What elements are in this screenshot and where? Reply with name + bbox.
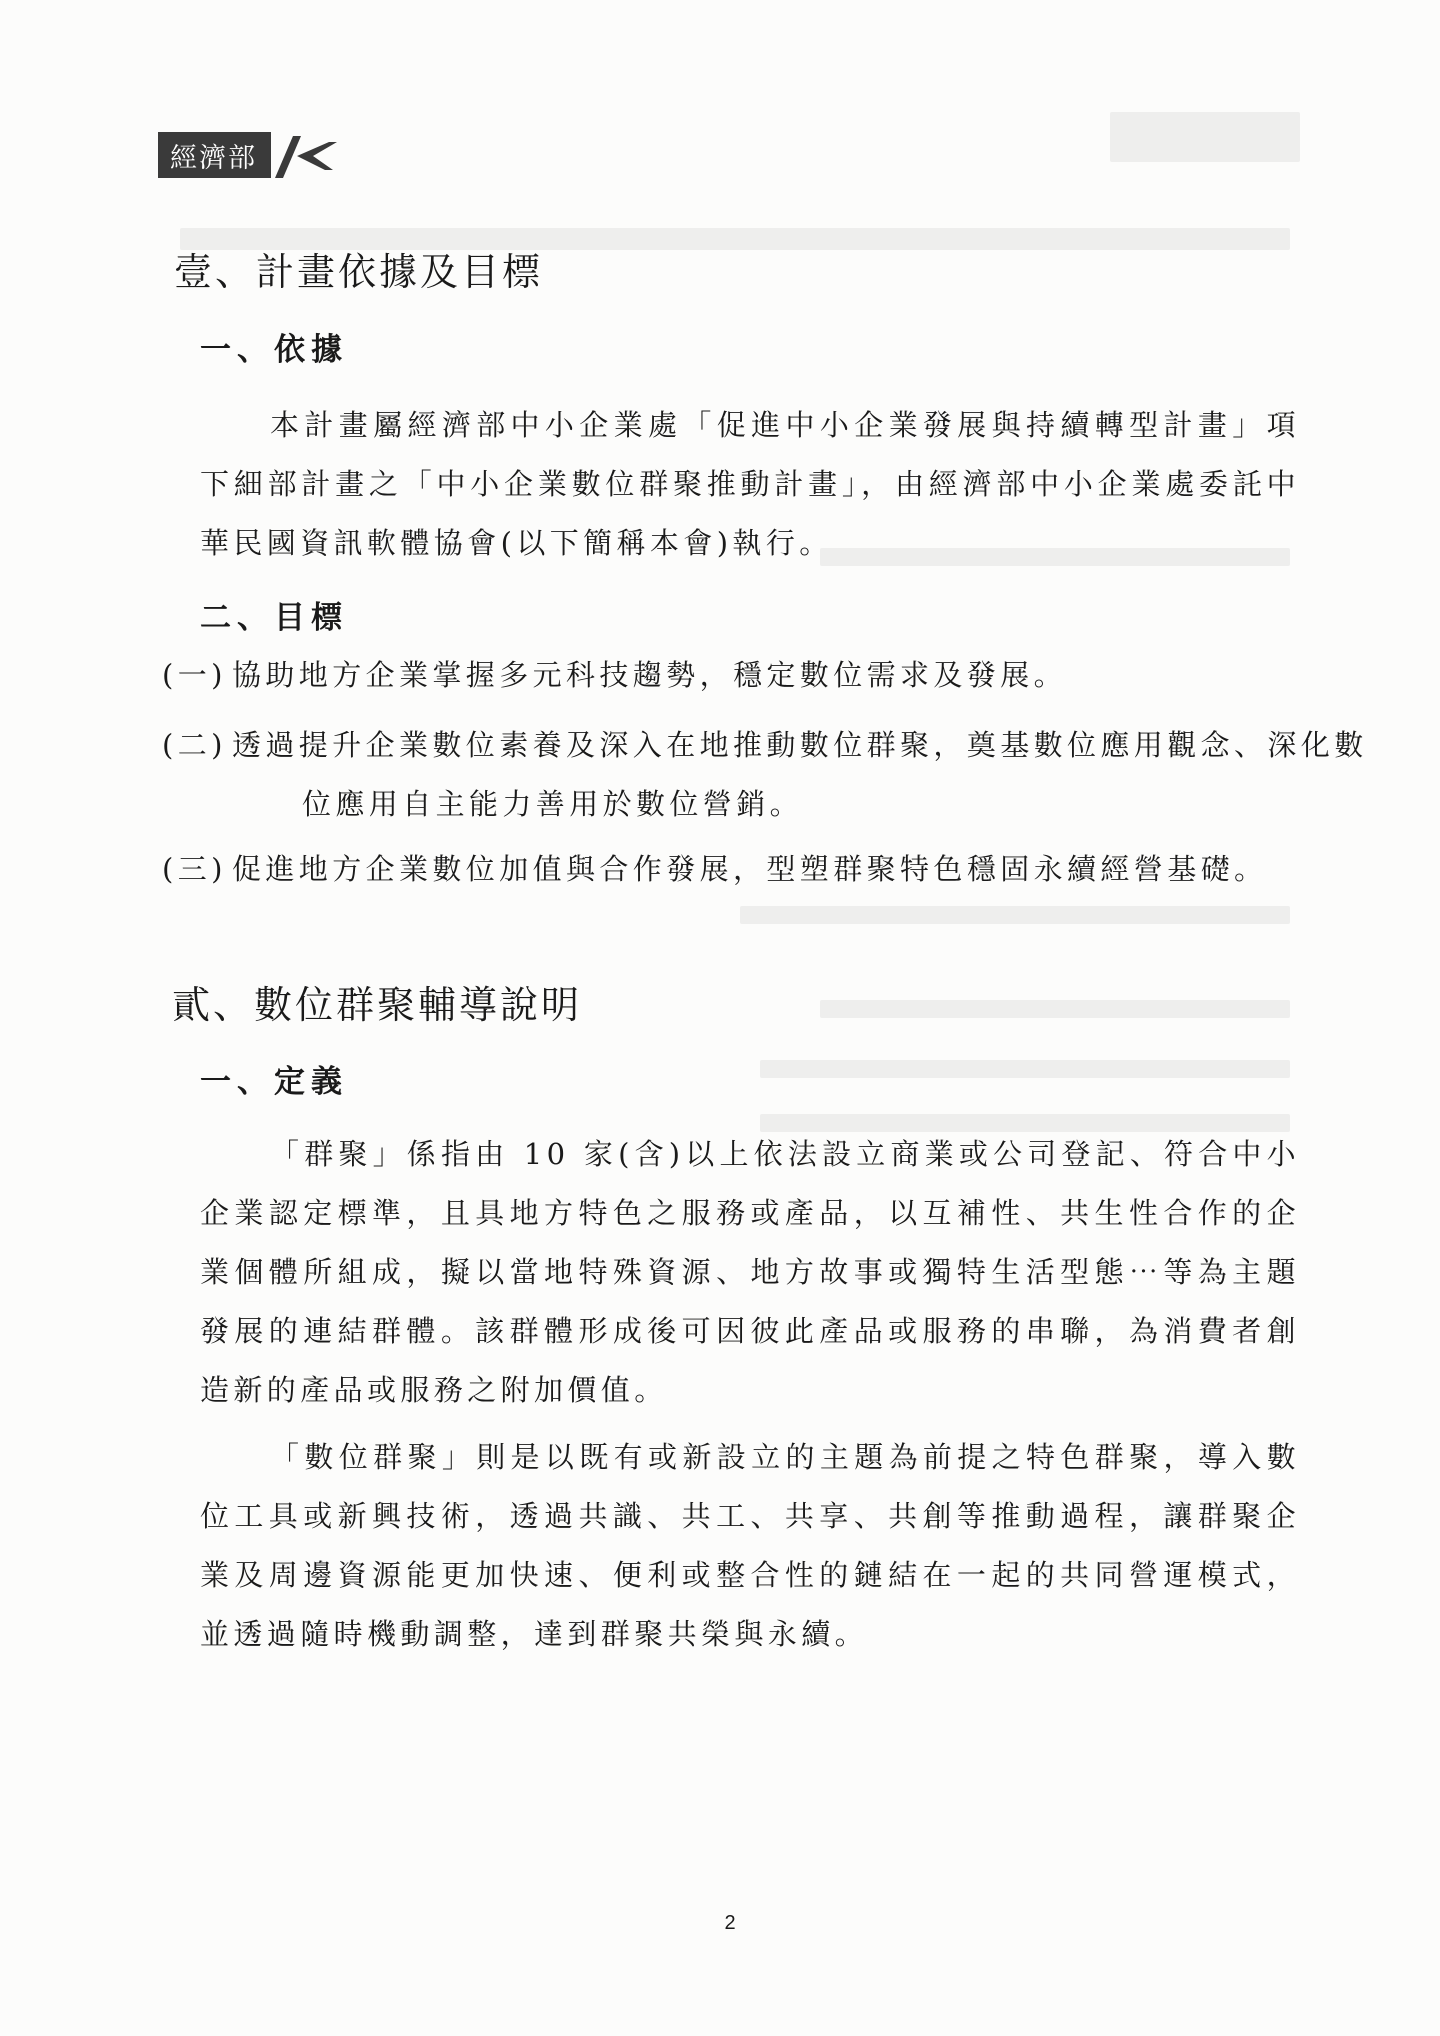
- ministry-logo-icon: [271, 132, 341, 178]
- subheading-goals: 二、目標: [200, 600, 348, 636]
- bleed-through-mark: [1110, 112, 1300, 162]
- goal-item-1: (一) 協助地方企業掌握多元科技趨勢，穩定數位需求及發展。: [162, 658, 1068, 692]
- page-number: 2: [724, 1912, 736, 1934]
- definition-paragraph-digital-cluster: 「數位群聚」則是以既有或新設立的主題為前提之特色群聚，導入數位工具或新興技術，透過共識、共工、共享、共創等推動過程，讓群聚企業及周邊資源能更加快速、便利或整合性的鏈結在一起的共同營運模式，並透過隨時機動調整，達到群聚共榮與永續。: [200, 1440, 1300, 1651]
- basis-paragraph: 本計畫屬經濟部中小企業處「促進中小企業發展與持續轉型計畫」項下細部計畫之「中小企業數位群聚推動計畫」，由經濟部中小企業處委託中華民國資訊軟體協會(以下簡稱本會)執行。: [200, 408, 1300, 560]
- goal-text: 協助地方企業掌握多元科技趨勢，穩定數位需求及發展。: [232, 658, 1068, 692]
- subheading-basis: 一、依據: [200, 332, 348, 368]
- bleed-through-mark: [740, 906, 1290, 924]
- section-heading-cluster-guidance: 貳、數位群聚輔導說明: [172, 983, 583, 1027]
- ministry-name-label: 經濟部: [158, 132, 271, 178]
- goal-text: 促進地方企業數位加值與合作發展，型塑群聚特色穩固永續經營基礎。: [232, 852, 1268, 886]
- definition-paragraph-cluster: 「群聚」係指由 10 家(含)以上依法設立商業或公司登記、符合中小企業認定標準，且具地方特色之服務或產品，以互補性、共生性合作的企業個體所組成，擬以當地特殊資源、地方故事或獨特生活型態⋯等為主題發展的連結群體。該群體形成後可因彼此產品或服務的串聯，為消費者創造新的產品或服務之附加價值。: [200, 1137, 1300, 1407]
- ministry-header-badge: [158, 132, 341, 178]
- goal-item-3: (三) 促進地方企業數位加值與合作發展，型塑群聚特色穩固永續經營基礎。: [162, 852, 1268, 886]
- bleed-through-mark: [820, 1000, 1290, 1018]
- section-heading-plan-basis: 壹、計畫依據及目標: [174, 250, 544, 294]
- goal-text: 透過提升企業數位素養及深入在地推動數位群聚，奠基數位應用觀念、深化數位應用自主能力善用於數位營銷。: [232, 728, 1368, 821]
- goal-item-2: (二) 透過提升企業數位素養及深入在地推動數位群聚，奠基數位應用觀念、深化數位應用自主能力善用於數位營銷。: [162, 728, 1368, 821]
- subheading-definition: 一、定義: [200, 1064, 348, 1100]
- bleed-through-mark: [760, 1060, 1290, 1078]
